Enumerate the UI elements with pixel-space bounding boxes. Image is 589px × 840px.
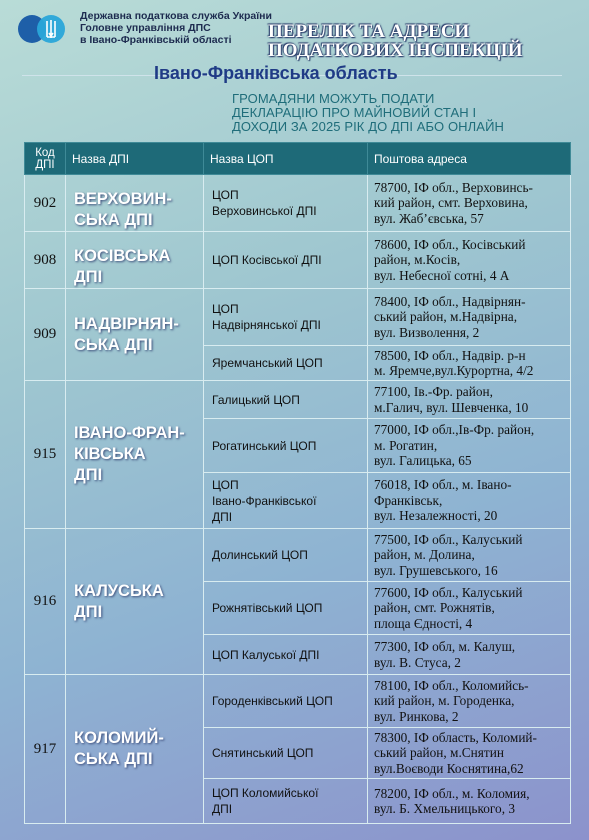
postal-address: 76018, ІФ обл., м. Івано- Франківськ, вул. Незалежності, 20 [368, 473, 571, 529]
dpi-code: 917 [25, 675, 66, 824]
org-name [80, 10, 272, 46]
cop-name: ЦОП Івано-Франківської ДПІ [204, 473, 368, 529]
postal-address: 78100, ІФ обл., Коломийсь- кий район, м. Городенка, вул. Ринкова, 2 [368, 675, 571, 728]
subtitle-line: ДОХОДИ ЗА 2025 РІК ДО ДПІ АБО ОНЛАЙН [232, 119, 505, 134]
cop-name: ЦОП Верховинської ДПІ [204, 175, 368, 232]
cop-name: ЦОП Коломийської ДПІ [204, 779, 368, 824]
dps-logo [16, 12, 68, 46]
table-row [25, 175, 571, 232]
org-line: в Івано-Франківській області [80, 34, 232, 46]
dpi-code: 909 [25, 289, 66, 381]
dpi-name: КОСІВСЬКА ДПІ [66, 232, 204, 289]
postal-address: 78400, ІФ обл., Надвірнян- ський район, м.Надвірна, вул. Визволення, 2 [368, 289, 571, 346]
cop-name: ЦОП Косівської ДПІ [204, 232, 368, 289]
cop-name: ЦОП Надвірнянської ДПІ [204, 289, 368, 346]
cop-name: Рогатинський ЦОП [204, 419, 368, 473]
page-header [0, 0, 589, 134]
dpi-code: 915 [25, 381, 66, 529]
title-line: ПОДАТКОВИХ ІНСПЕКЦІЙ [268, 40, 523, 61]
inspections-table [24, 142, 571, 824]
subtitle-line: ГРОМАДЯНИ МОЖУТЬ ПОДАТИ [232, 91, 435, 106]
cop-name: Снятинський ЦОП [204, 728, 368, 779]
org-line: Державна податкова служба України [80, 10, 272, 22]
postal-address: 77300, ІФ обл, м. Калуш, вул. В. Стуса, 2 [368, 635, 571, 675]
dpi-name: НАДВІРНЯН- СЬКА ДПІ [66, 289, 204, 381]
dpi-name: КАЛУСЬКА ДПІ [66, 529, 204, 675]
postal-address: 77100, Ів.-Фр. район, м.Галич, вул. Шевченка, 10 [368, 381, 571, 419]
table-row [25, 529, 571, 582]
postal-address: 77000, ІФ обл.,Ів-Фр. район, м. Рогатин, вул. Галицька, 65 [368, 419, 571, 473]
cop-name: Галицький ЦОП [204, 381, 368, 419]
cop-name: Рожнятівський ЦОП [204, 582, 368, 635]
org-line: Головне управління ДПС [80, 22, 211, 34]
dpi-code: 902 [25, 175, 66, 232]
subtitle [232, 92, 582, 134]
table-row [25, 289, 571, 346]
page-title [268, 22, 523, 60]
postal-address: 78600, ІФ обл., Косівський район, м.Косів, вул. Небесної сотні, 4 А [368, 232, 571, 289]
table-row [25, 232, 571, 289]
dpi-name: КОЛОМИЙ- СЬКА ДПІ [66, 675, 204, 824]
dpi-code: 908 [25, 232, 66, 289]
header-dpi: Назва ДПІ [66, 143, 204, 175]
postal-address: 78300, ІФ область, Коломий- ський район, м.Снятин вул.Воєводи Коснятина,62 [368, 728, 571, 779]
table-row [25, 381, 571, 419]
table-row [25, 675, 571, 728]
cop-name: Городенківський ЦОП [204, 675, 368, 728]
postal-address: 77600, ІФ обл., Калуський район, смт. Рожнятів, площа Єдності, 4 [368, 582, 571, 635]
header-cop: Назва ЦОП [204, 143, 368, 175]
dpi-code: 916 [25, 529, 66, 675]
header-code: Код ДПІ [25, 143, 66, 175]
postal-address: 77500, ІФ обл., Калуський район, м. Долина, вул. Грушевського, 16 [368, 529, 571, 582]
dpi-name: ІВАНО-ФРАН- КІВСЬКА ДПІ [66, 381, 204, 529]
table-header-row [25, 143, 571, 175]
header-address: Поштова адреса [368, 143, 571, 175]
table-body [25, 175, 571, 824]
subtitle-line: ДЕКЛАРАЦІЮ ПРО МАЙНОВИЙ СТАН І [232, 105, 477, 120]
title-line: ПЕРЕЛІК ТА АДРЕСИ [268, 21, 470, 42]
cop-name: Долинський ЦОП [204, 529, 368, 582]
dpi-name: ВЕРХОВИН- СЬКА ДПІ [66, 175, 204, 232]
postal-address: 78200, ІФ обл., м. Коломия, вул. Б. Хмельницького, 3 [368, 779, 571, 824]
postal-address: 78500, ІФ обл., Надвір. р-н м. Яремче,вул.Курортна, 4/2 [368, 346, 571, 381]
cop-name: Яремчанський ЦОП [204, 346, 368, 381]
cop-name: ЦОП Калуської ДПІ [204, 635, 368, 675]
region-name: Івано-Франківська область [154, 63, 398, 83]
postal-address: 78700, ІФ обл., Верховинсь- кий район, смт. Верховина, вул. Жаб’євська, 57 [368, 175, 571, 232]
